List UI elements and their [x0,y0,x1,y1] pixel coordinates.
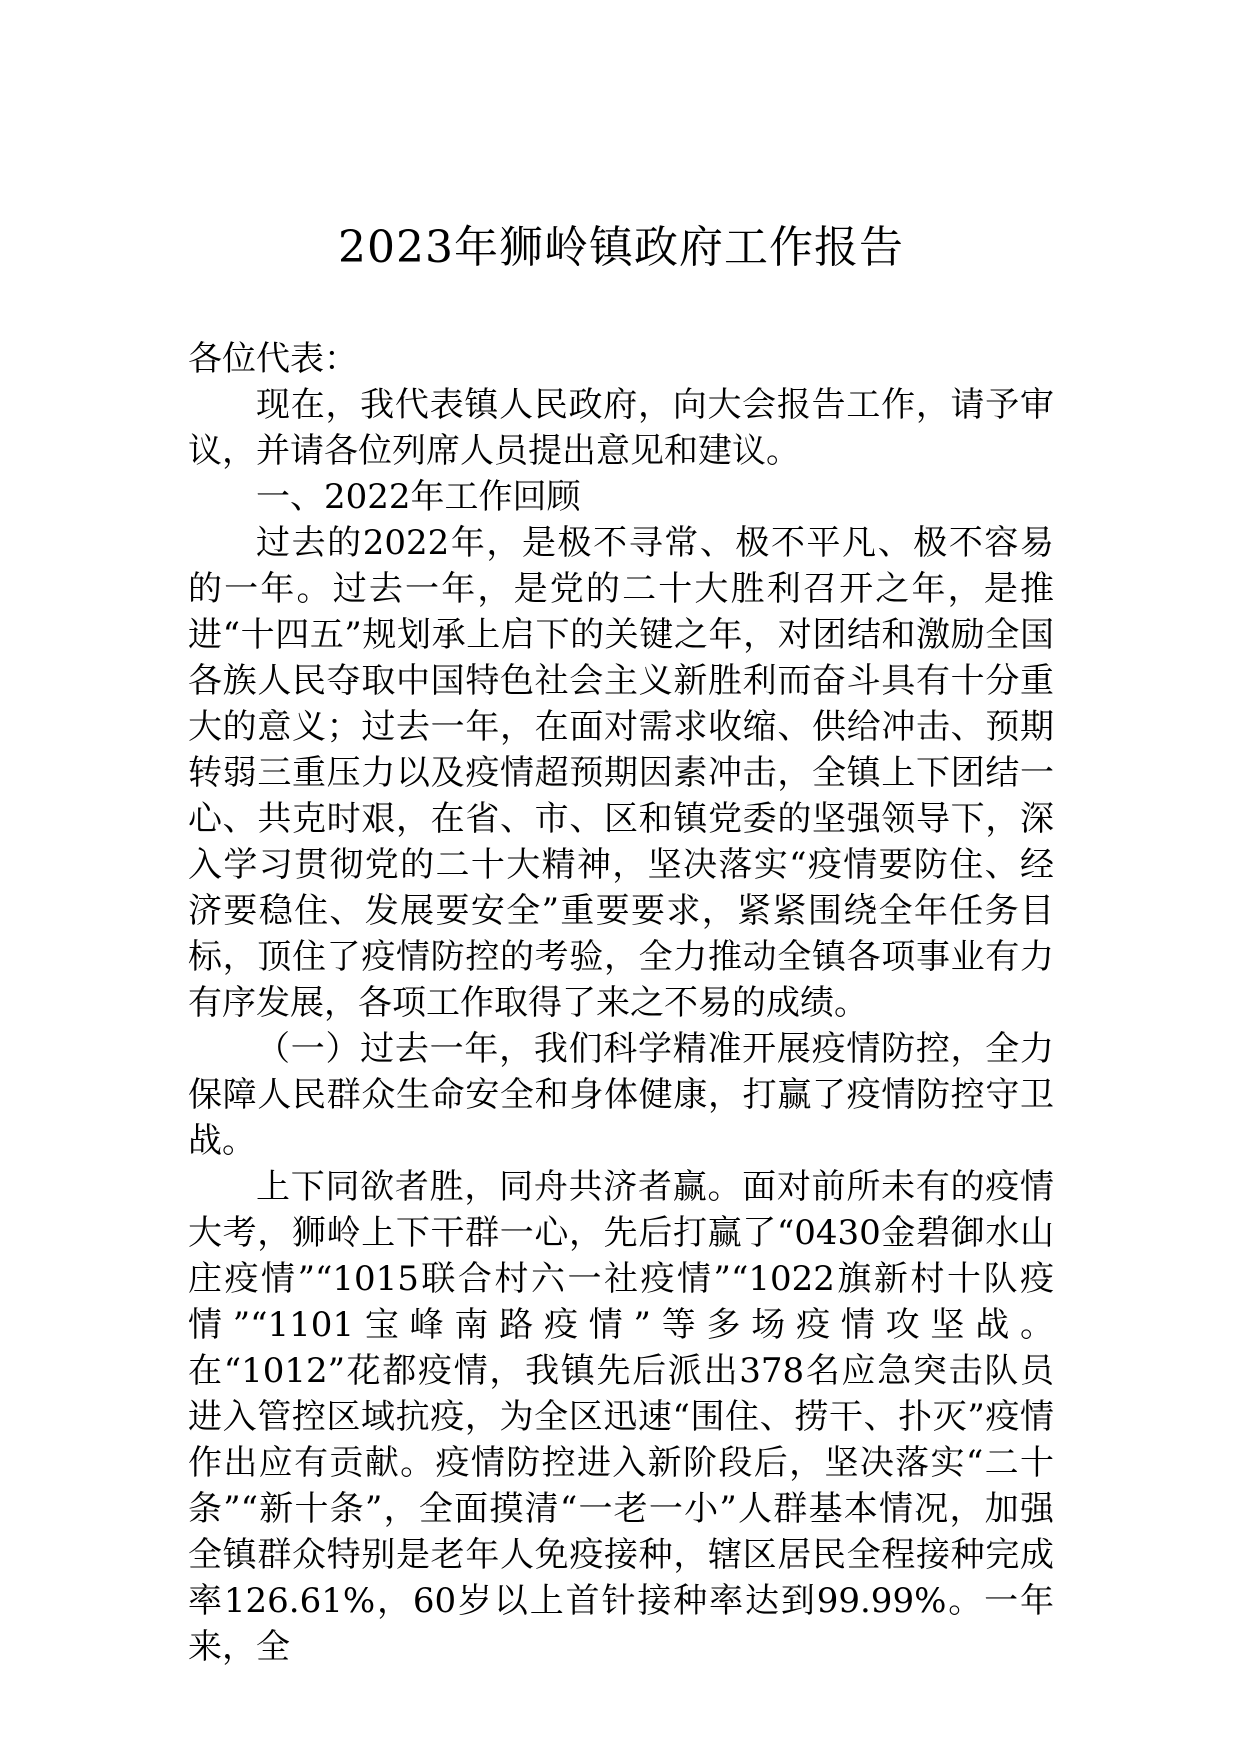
salutation: 各位代表： [188,339,358,379]
section-heading: 一、2022年工作回顾 [256,477,581,517]
subsection-heading: （一）过去一年，我们科学精准开展疫情防控，全力保障人民群众生命安全和身体健康，打赢了疫情防控守卫战。 [188,1029,1054,1161]
document-body [188,336,1054,1670]
paragraph-review: 过去的2022年，是极不寻常、极不平凡、极不容易的一年。过去一年，是党的二十大胜利召开之年，是推进“十四五”规划承上启下的关键之年，对团结和激励全国各族人民夺取中国特色社会主义新胜利而奋斗具有十分重大的意义；过去一年，在面对需求收缩、供给冲击、预期转弱三重压力以及疫情超预期因素冲击，全镇上下团结一心、共克时艰，在省、市、区和镇党委的坚强领导下，深入学习贯彻党的二十大精神，坚决落实“疫情要防住、经济要稳住、发展要安全”重要要求，紧紧围绕全年任务目标，顶住了疫情防控的考验，全力推动全镇各项事业有力有序发展，各项工作取得了来之不易的成绩。 [188,523,1054,1023]
paragraph-intro: 现在，我代表镇人民政府，向大会报告工作，请予审议，并请各位列席人员提出意见和建议。 [188,385,1054,471]
document-title: 2023年狮岭镇政府工作报告 [338,222,904,273]
paragraph-epidemic: 上下同欲者胜，同舟共济者赢。面对前所未有的疫情大考，狮岭上下干群一心，先后打赢了“0430金碧御水山庄疫情”“1015联合村六一社疫情”“1022旗新村十队疫情”“1101宝峰南路疫情”等多场疫情攻坚战。在“1012”花都疫情，我镇先后派出378名应急突击队员进入管控区域抗疫，为全区迅速“围住、捞干、扑灭”疫情作出应有贡献。疫情防控进入新阶段后，坚决落实“二十条”“新十条”，全面摸清“一老一小”人群基本情况，加强全镇群众特别是老年人免疫接种，辖区居民全程接种完成率126.61%，60岁以上首针接种率达到99.99%。一年来，全 [188,1167,1054,1667]
